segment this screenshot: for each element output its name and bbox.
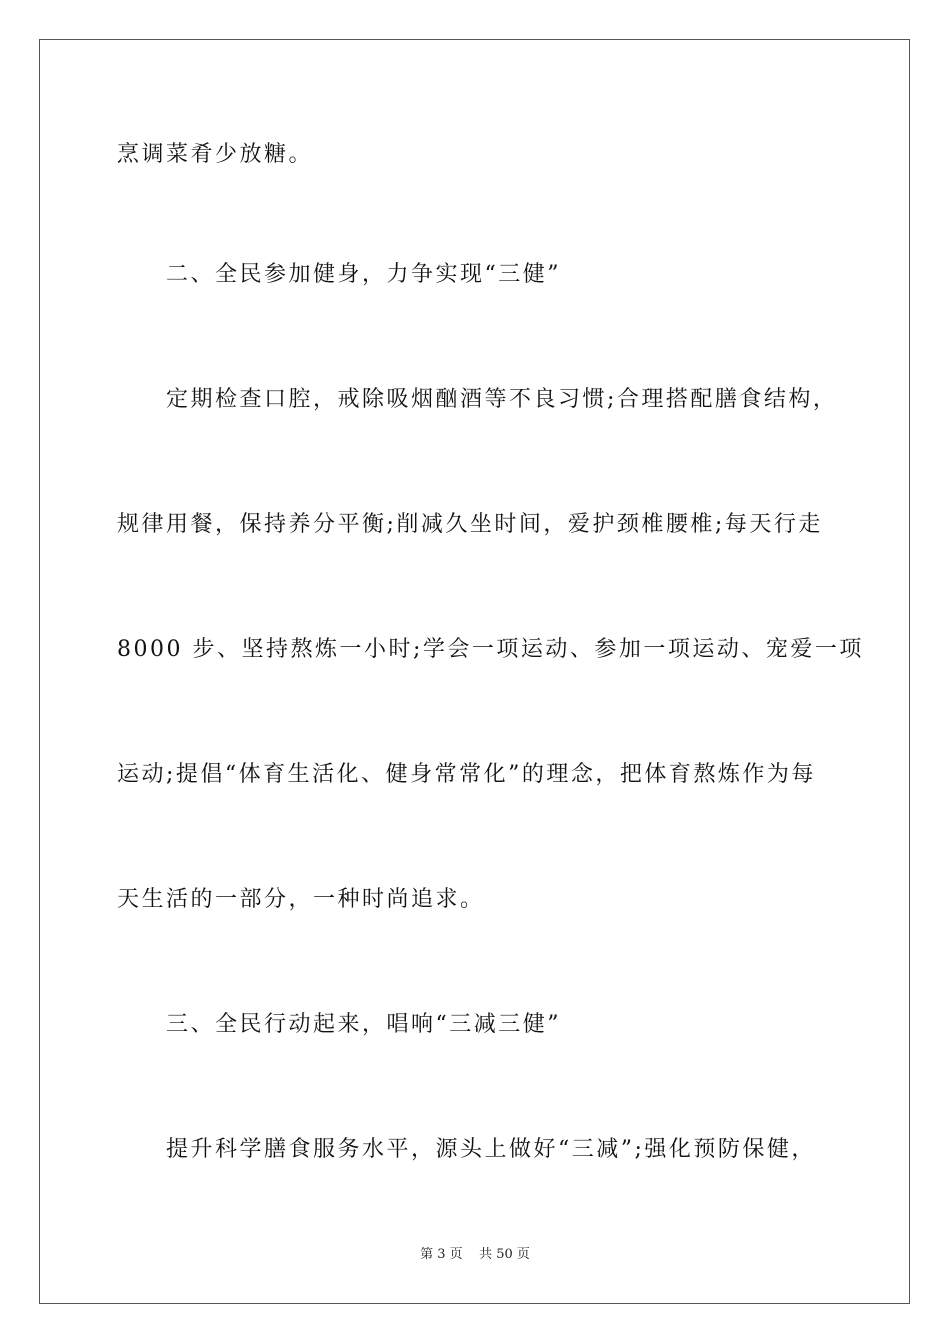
page-number: 第 3 页 共 50 页 <box>420 1247 530 1262</box>
text-line: 定期检查口腔，戒除吸烟酗酒等不良习惯;合理搭配膳食结构， <box>166 387 838 412</box>
text-line: 8000 步、坚持熬炼一小时;学会一项运动、参加一项运动、宠爱一项 <box>117 637 864 662</box>
text-line: 规律用餐，保持养分平衡;削减久坐时间，爱护颈椎腰椎;每天行走 <box>117 512 823 537</box>
text-line: 运动;提倡“体育生活化、健身常常化”的理念，把体育熬炼作为每 <box>117 762 816 787</box>
section-heading: 二、全民参加健身，力争实现“三健” <box>166 262 561 287</box>
text-line: 天生活的一部分，一种时尚追求。 <box>117 887 485 912</box>
page-frame <box>39 39 910 1304</box>
text-line: 提升科学膳食服务水平，源头上做好“三减”;强化预防保健， <box>166 1137 816 1162</box>
text-line: 烹调菜肴少放糖。 <box>117 142 314 167</box>
section-heading: 三、全民行动起来，唱响“三减三健” <box>166 1012 561 1037</box>
